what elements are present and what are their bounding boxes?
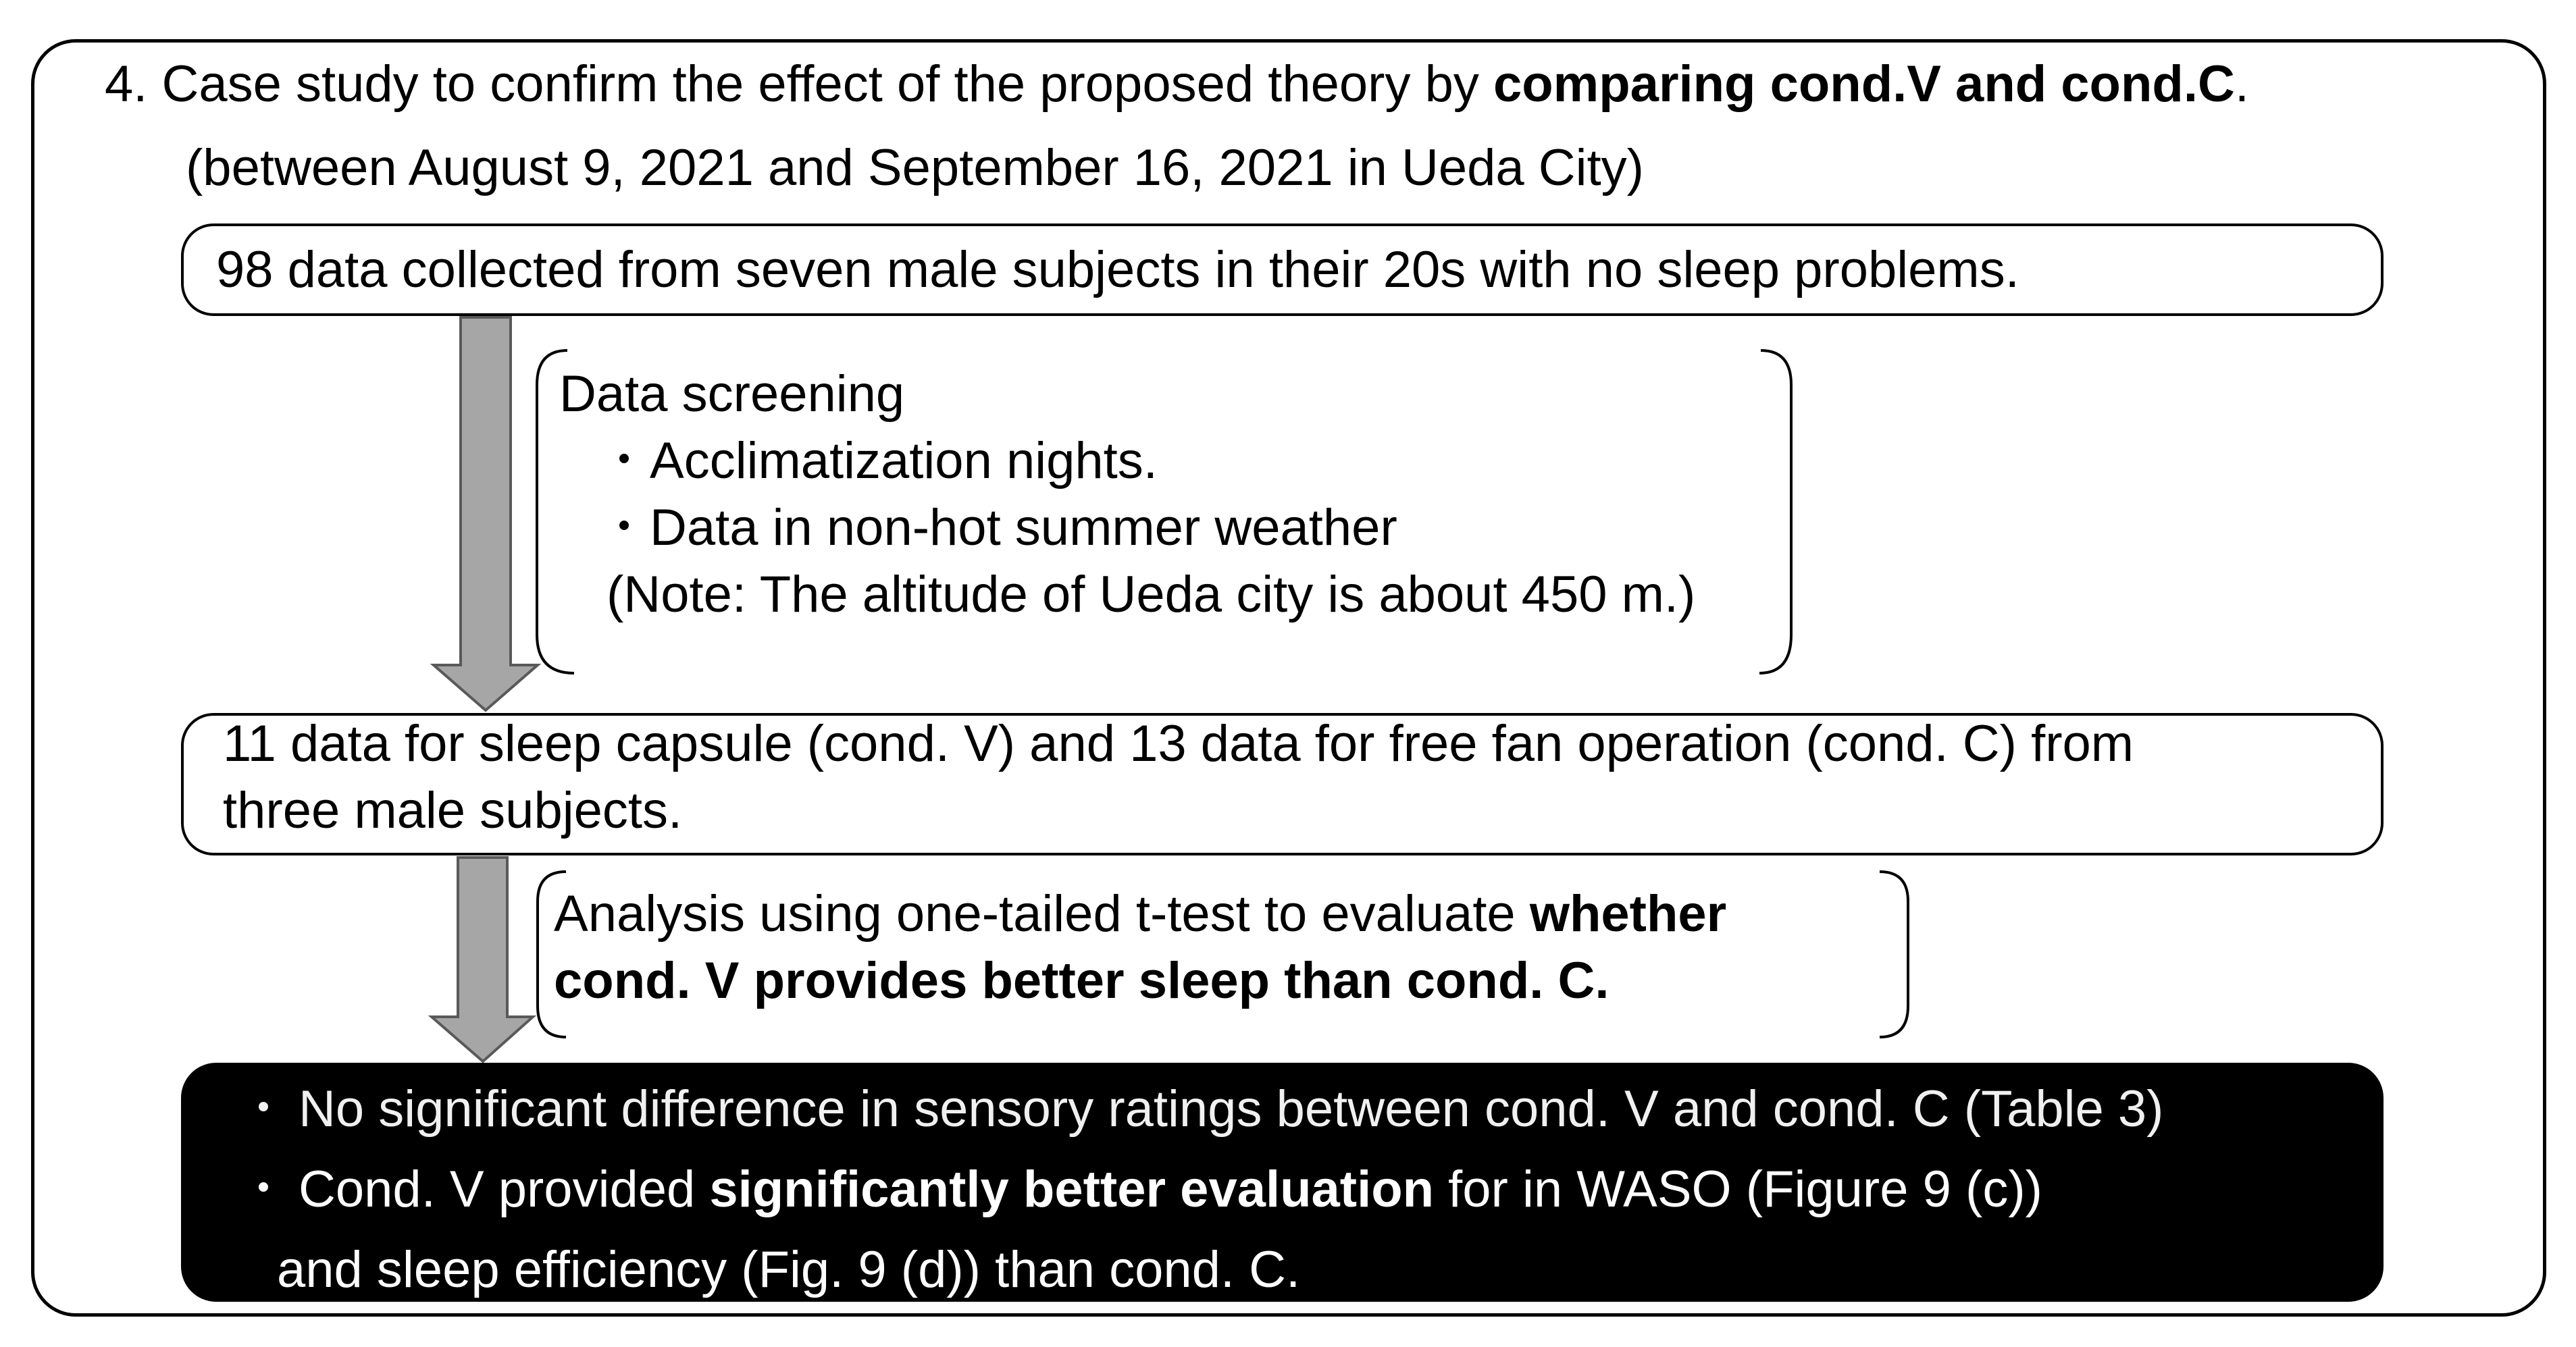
screening-item <box>559 427 1695 494</box>
bullet: ・ <box>238 1080 289 1138</box>
result-text <box>238 1069 2164 1310</box>
screening-bracket-right <box>1759 350 1791 673</box>
screening-note: (Note: The altitude of Ueda city is about 450 m.) <box>607 566 1696 623</box>
down-arrow-2 <box>432 857 533 1061</box>
bullet: ・ <box>598 432 650 490</box>
title-suffix: . <box>2234 55 2249 113</box>
result-line2-bold: significantly better evaluation <box>709 1161 1435 1218</box>
analysis-plain: Analysis using one-tailed t-test to evaluate <box>554 885 1530 943</box>
analysis-bold-2: cond. V provides better sleep than cond. C. <box>554 952 1609 1009</box>
bullet: ・ <box>238 1161 289 1218</box>
screening-block <box>559 361 1695 628</box>
step2-line2: three male subjects. <box>223 782 683 839</box>
title-bold: comparing cond.V and cond.C <box>1493 55 2235 113</box>
step1-text: 98 data collected from seven male subjects in their 20s with no sleep problems. <box>216 241 2019 298</box>
analysis-bracket-right <box>1880 872 1908 1037</box>
step2-text <box>223 710 2134 844</box>
result-line3: and sleep efficiency (Fig. 9 (d)) than cond. C. <box>277 1241 1301 1298</box>
screening-item <box>559 494 1695 561</box>
bullet: ・ <box>598 499 650 556</box>
analysis-bold-1: whether <box>1529 885 1727 943</box>
result-line2-suffix: for in WASO (Figure 9 (c)) <box>1434 1161 2042 1218</box>
result-line2 <box>238 1149 2164 1230</box>
result-line2-prefix: Cond. V provided <box>299 1161 710 1218</box>
down-arrow-1 <box>434 317 538 710</box>
screening-item-text: Acclimatization nights. <box>650 432 1158 490</box>
result-line1 <box>238 1069 2164 1149</box>
title-prefix: 4. Case study to confirm the effect of the proposed theory by <box>105 55 1493 113</box>
page-subtitle: (between August 9, 2021 and September 16, 2021 in Ueda City) <box>186 139 1644 196</box>
step2-line1: 11 data for sleep capsule (cond. V) and 13 data for free fan operation (cond. C) from <box>223 715 2134 772</box>
analysis-line1 <box>554 880 1726 947</box>
analysis-block <box>554 880 1726 1014</box>
result-line1-text: No significant difference in sensory ratings between cond. V and cond. C (Table 3) <box>299 1080 2164 1138</box>
analysis-line2 <box>554 947 1726 1014</box>
screening-item-text: Data in non-hot summer weather <box>650 499 1397 556</box>
screening-heading: Data screening <box>559 365 905 423</box>
